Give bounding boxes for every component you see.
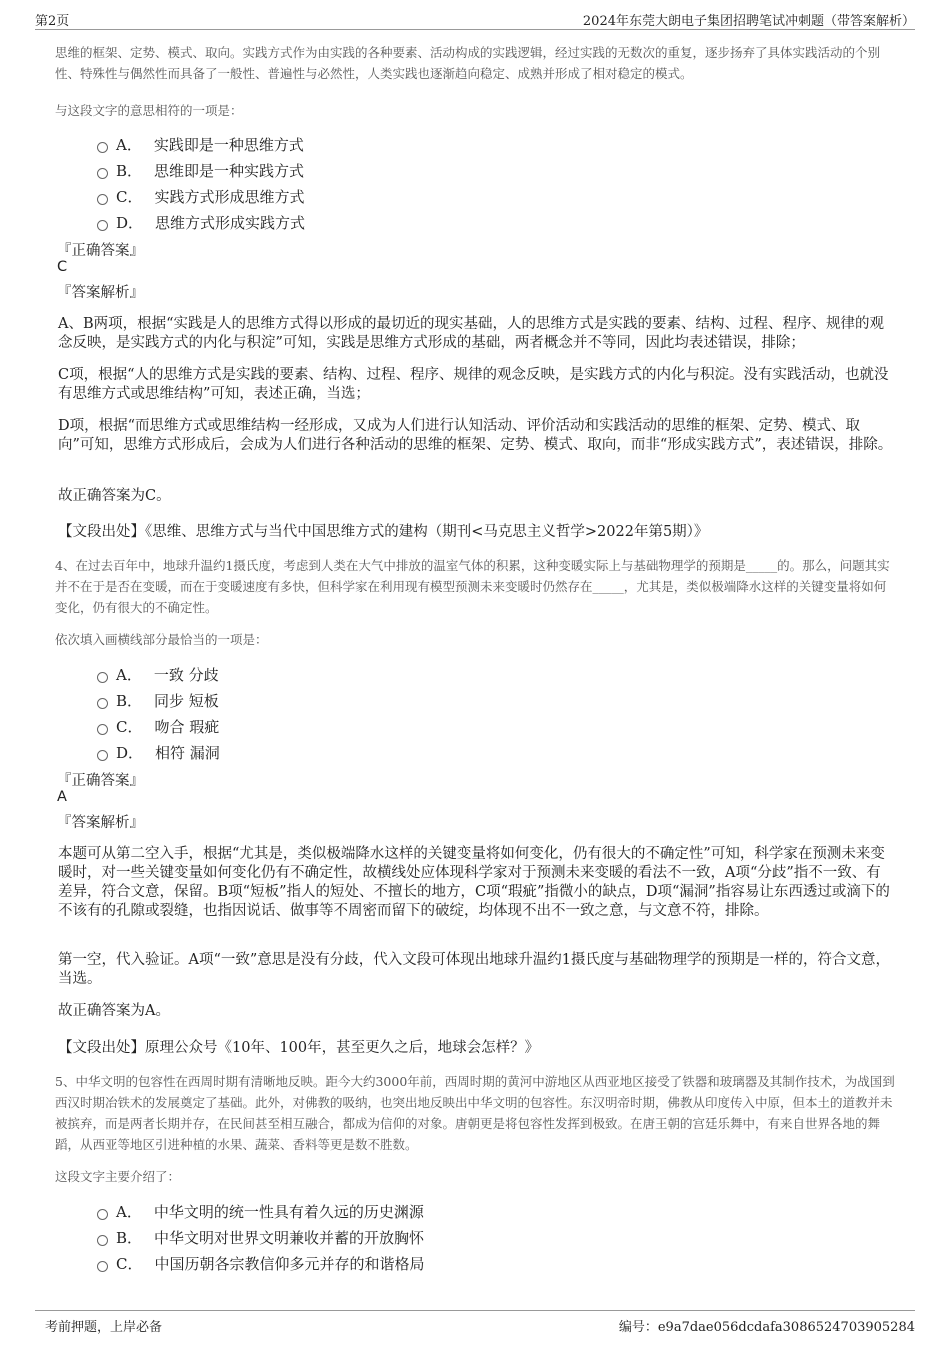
q4-prompt: 依次填入画横线部分最恰当的一项是： bbox=[55, 632, 268, 647]
q4-analysis-main: 本题可从第二空入手，根据“尤其是，类似极端降水这样的关键变量将如何变化，仍有很大的不确定性”可知，科学家在预测未来变暖时，对一些关键变量如何变化仍有不确定性，故横线处应体现科学家对于预测未来变暖的看法不一致，A项“分歧”指不一致、有差异，符合文意，保留。B项“短板”指人的短处、不擅长的地方，C项“瑕疵”指微小的缺点，D项“漏洞”指容易让东西透过或滴下的不该有的孔隙或裂缝，也指因说话、做事等不周密而留下的破绽，均体现不出不一致之意，与文意不符，排除。 bbox=[58, 846, 890, 919]
q4-answer: A bbox=[57, 789, 67, 805]
radio-icon[interactable] bbox=[97, 698, 108, 709]
radio-icon[interactable] bbox=[97, 672, 108, 683]
q3-option-d[interactable]: D． 思维方式形成实践方式 bbox=[97, 210, 305, 234]
q5-option-c[interactable]: C． 中国历朝各宗教信仰多元并存的和谐格局 bbox=[97, 1251, 425, 1275]
radio-icon[interactable] bbox=[97, 750, 108, 761]
radio-icon[interactable] bbox=[97, 1261, 108, 1272]
footer-slogan: 考前押题，上岸必备 bbox=[45, 1320, 163, 1335]
document-title: 2024年东莞大朗电子集团招聘笔试冲刺题（带答案解析） bbox=[582, 14, 915, 29]
radio-icon[interactable] bbox=[97, 724, 108, 735]
q3-analysis-c: C项，根据“人的思维方式是实践的要素、结构、过程、程序、规律的观念反映，是实践方式的内化与积淀。没有实践活动，也就没有思维方式或思维结构”可知，表述正确，当选； bbox=[58, 367, 889, 402]
q3-analysis-label: 『答案解析』 bbox=[57, 285, 144, 301]
radio-icon[interactable] bbox=[97, 142, 108, 153]
q5-prompt: 这段文字主要介绍了： bbox=[55, 1169, 181, 1184]
q5-option-b[interactable]: B． 中华文明对世界文明兼收并蓄的开放胸怀 bbox=[97, 1225, 424, 1249]
radio-icon[interactable] bbox=[97, 168, 108, 179]
radio-icon[interactable] bbox=[97, 1235, 108, 1246]
q3-prompt: 与这段文字的意思相符的一项是： bbox=[55, 103, 243, 118]
q3-option-b[interactable]: B． 思维即是一种实践方式 bbox=[97, 158, 304, 182]
q3-option-c[interactable]: C． 实践方式形成思维方式 bbox=[97, 184, 305, 208]
page-number: 第2页 bbox=[35, 14, 70, 29]
q4-option-d[interactable]: D． 相符 漏洞 bbox=[97, 740, 220, 764]
document-id: 编号：e9a7dae056dcdafa3086524703905284 bbox=[618, 1320, 915, 1335]
q3-analysis-d: D项，根据“而思维方式或思维结构一经形成，又成为人们进行认知活动、评价活动和实践活动的思维的框架、定势、模式、取向”可知，思维方式形成后，会成为人们进行各种活动的思维的框架、定势、模式、取向，而非“形成实践方式”，表述错误，排除。 bbox=[58, 418, 893, 453]
q3-option-a[interactable]: A． 实践即是一种思维方式 bbox=[97, 132, 304, 156]
q3-answer-label: 『正确答案』 bbox=[57, 243, 144, 259]
q4-conclusion: 故正确答案为A。 bbox=[58, 1003, 170, 1019]
radio-icon[interactable] bbox=[97, 1209, 108, 1220]
q3-passage-tail: 思维的框架、定势、模式、取向。实践方式作为由实践的各种要素、活动构成的实践逻辑，经过实践的无数次的重复，逐步扬弃了具体实践活动的个别性、特殊性与偶然性而具备了一般性、普遍性与必然性，人类实践也逐渐趋向稳定、成熟并形成了相对稳定的模式。 bbox=[55, 45, 881, 81]
q4-option-c[interactable]: C． 吻合 瑕疵 bbox=[97, 714, 219, 738]
q3-source: 【文段出处】《思维、思维方式与当代中国思维方式的建构（期刊<马克思主义哲学>2022年第5期）》 bbox=[58, 524, 709, 540]
q4-analysis-label: 『答案解析』 bbox=[57, 815, 144, 831]
q4-source: 【文段出处】原理公众号《10年、100年，甚至更久之后，地球会怎样？》 bbox=[58, 1040, 540, 1056]
q4-stem: 4、在过去百年中，地球升温约1摄氏度，考虑到人类在大气中排放的温室气体的积累，这种变暖实际上与基础物理学的预期是_____的。那么，问题其实并不在于是否在变暖，而在于变暖速度有多快，但科学家在利用现有模型预测未来变暖时仍然存在_____，尤其是，类似极端降水这样的关键变量将如何变化，仍有很大的不确定性。 bbox=[55, 558, 890, 615]
q4-analysis-first-blank: 第一空，代入验证。A项“一致”意思是没有分歧，代入文段可体现出地球升温约1摄氏度与基础物理学的预期是一样的，符合文意，当选。 bbox=[58, 952, 891, 987]
q3-answer: C bbox=[57, 259, 68, 275]
q3-analysis-ab: A、B两项，根据“实践是人的思维方式得以形成的最切近的现实基础，人的思维方式是实践的要素、结构、过程、程序、规律的观念反映，是实践方式的内化与积淀”可知，实践是思维方式形成的基础，两者概念并不等同，因此均表述错误，排除； bbox=[58, 316, 885, 351]
q5-stem: 5、中华文明的包容性在西周时期有清晰地反映。距今大约3000年前，西周时期的黄河中游地区从西亚地区接受了铁器和玻璃器及其制作技术，为战国到西汉时期冶铁术的发展奠定了基础。此外，对佛教的吸纳，也突出地反映出中华文明的包容性。东汉明帝时期，佛教从印度传入中原，但本土的道教并未被摈弃，而是两者长期并存，在民间甚至相互融合，都成为信仰的对象。唐朝更是将包容性发挥到极致。在唐王朝的宫廷乐舞中，有来自世界各地的舞蹈，从西亚等地区引进种植的水果、蔬菜、香料等更是数不胜数。 bbox=[55, 1074, 895, 1152]
q4-option-a[interactable]: A． 一致 分歧 bbox=[97, 662, 219, 686]
radio-icon[interactable] bbox=[97, 194, 108, 205]
q4-answer-label: 『正确答案』 bbox=[57, 773, 144, 789]
radio-icon[interactable] bbox=[97, 220, 108, 231]
q4-option-b[interactable]: B． 同步 短板 bbox=[97, 688, 219, 712]
page-header bbox=[35, 8, 915, 30]
q5-option-a[interactable]: A． 中华文明的统一性具有着久远的历史渊源 bbox=[97, 1199, 424, 1223]
q3-conclusion: 故正确答案为C。 bbox=[58, 488, 171, 504]
page-footer bbox=[35, 1310, 915, 1335]
